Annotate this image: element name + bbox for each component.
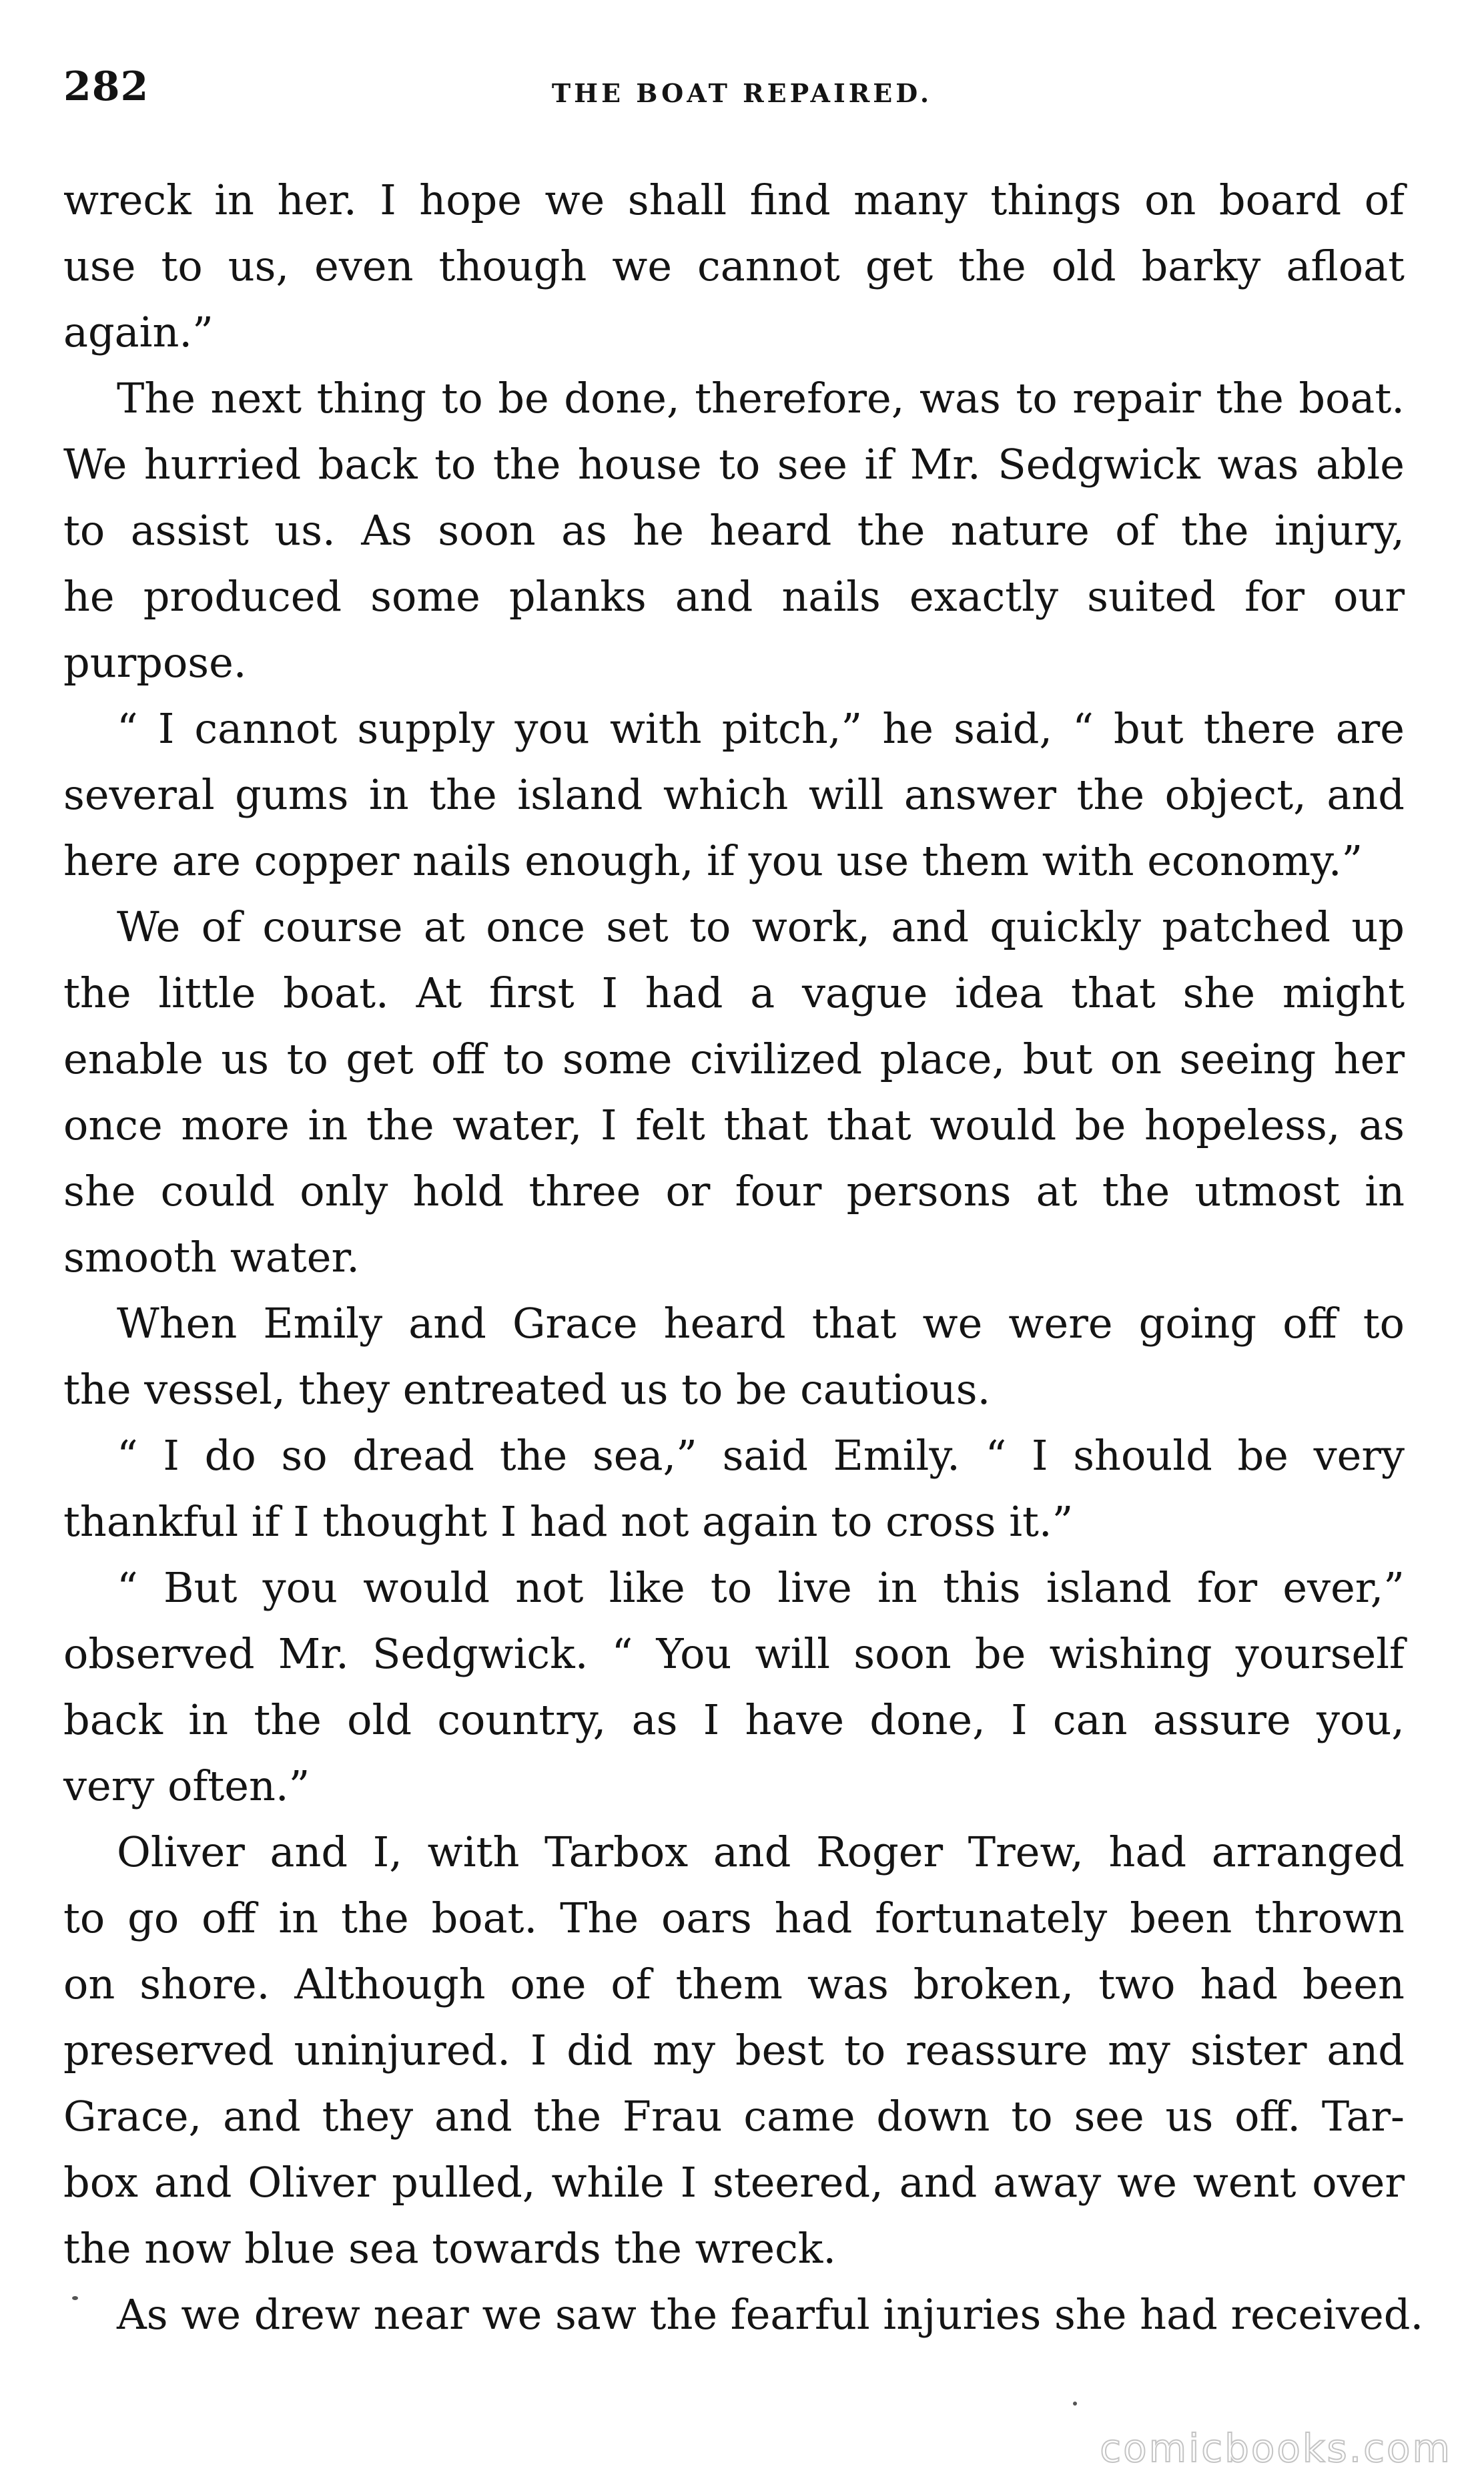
text-line: We of course at once set to work, and quickly patched up [117,902,1405,951]
text-line: smooth water. [63,1233,360,1282]
text-line: again.” [63,308,214,356]
ink-speck [1073,2402,1077,2406]
text-line: “ I do so dread the sea,” said Emily. “ I should be very [117,1431,1405,1480]
text-line: wreck in her. I hope we shall find many things on board of [63,176,1405,224]
running-title: THE BOAT REPAIRED. [551,78,933,108]
text-line: When Emily and Grace heard that we were going off to [117,1299,1405,1348]
text-line: thankful if I thought I had not again to cross it.” [63,1497,1074,1546]
text-line: she could only hold three or four persons at the utmost in [63,1167,1405,1215]
text-line: “ But you would not like to live in this island for ever,” [117,1563,1405,1612]
text-line: very often.” [63,1761,310,1810]
text-line: he produced some planks and nails exactly suited for our [63,572,1405,621]
text-line: once more in the water, I felt that that would be hopeless, as [63,1101,1405,1149]
text-line: As we drew near we saw the fearful injuries she had received. [117,2290,1424,2339]
text-line: use to us, even though we cannot get the old barky afloat [63,242,1405,290]
text-line: back in the old country, as I have done, I can assure you, [63,1695,1405,1744]
text-line: the little boat. At first I had a vague idea that she might [63,968,1405,1017]
ink-speck [72,2296,78,2300]
text-line: preserved uninjured. I did my best to reassure my sister and [63,2026,1405,2074]
text-line: “ I cannot supply you with pitch,” he said, “ but there are [117,704,1405,753]
text-line: the now blue sea towards the wreck. [63,2224,837,2273]
text-line: on shore. Although one of them was broken, two had been [63,1960,1405,2008]
text-line: We hurried back to the house to see if Mr. Sedgwick was able [63,440,1405,489]
text-line: box and Oliver pulled, while I steered, and away we went over [63,2158,1405,2207]
text-line: The next thing to be done, therefore, was to repair the boat. [117,374,1405,423]
text-line: Grace, and they and the Frau came down to see us off. Tar- [63,2092,1405,2141]
text-line: here are copper nails enough, if you use them with economy.” [63,836,1363,885]
body-text [63,167,1424,2347]
text-line: Oliver and I, with Tarbox and Roger Trew, had arranged [117,1828,1405,1876]
running-head [63,63,1421,123]
watermark: comicbooks.com [1100,2426,1452,2471]
text-line: several gums in the island which will answer the object, and [63,770,1405,819]
text-line: to assist us. As soon as he heard the nature of the injury, [63,506,1405,555]
text-line: to go off in the boat. The oars had fortunately been thrown [63,1894,1405,1942]
text-line: purpose. [63,638,247,687]
text-line: observed Mr. Sedgwick. “ You will soon be wishing yourself [63,1629,1405,1678]
page-number: 282 [63,63,149,110]
text-line: enable us to get off to some civilized place, but on seeing her [63,1035,1405,1083]
text-line: the vessel, they entreated us to be cautious. [63,1365,991,1414]
